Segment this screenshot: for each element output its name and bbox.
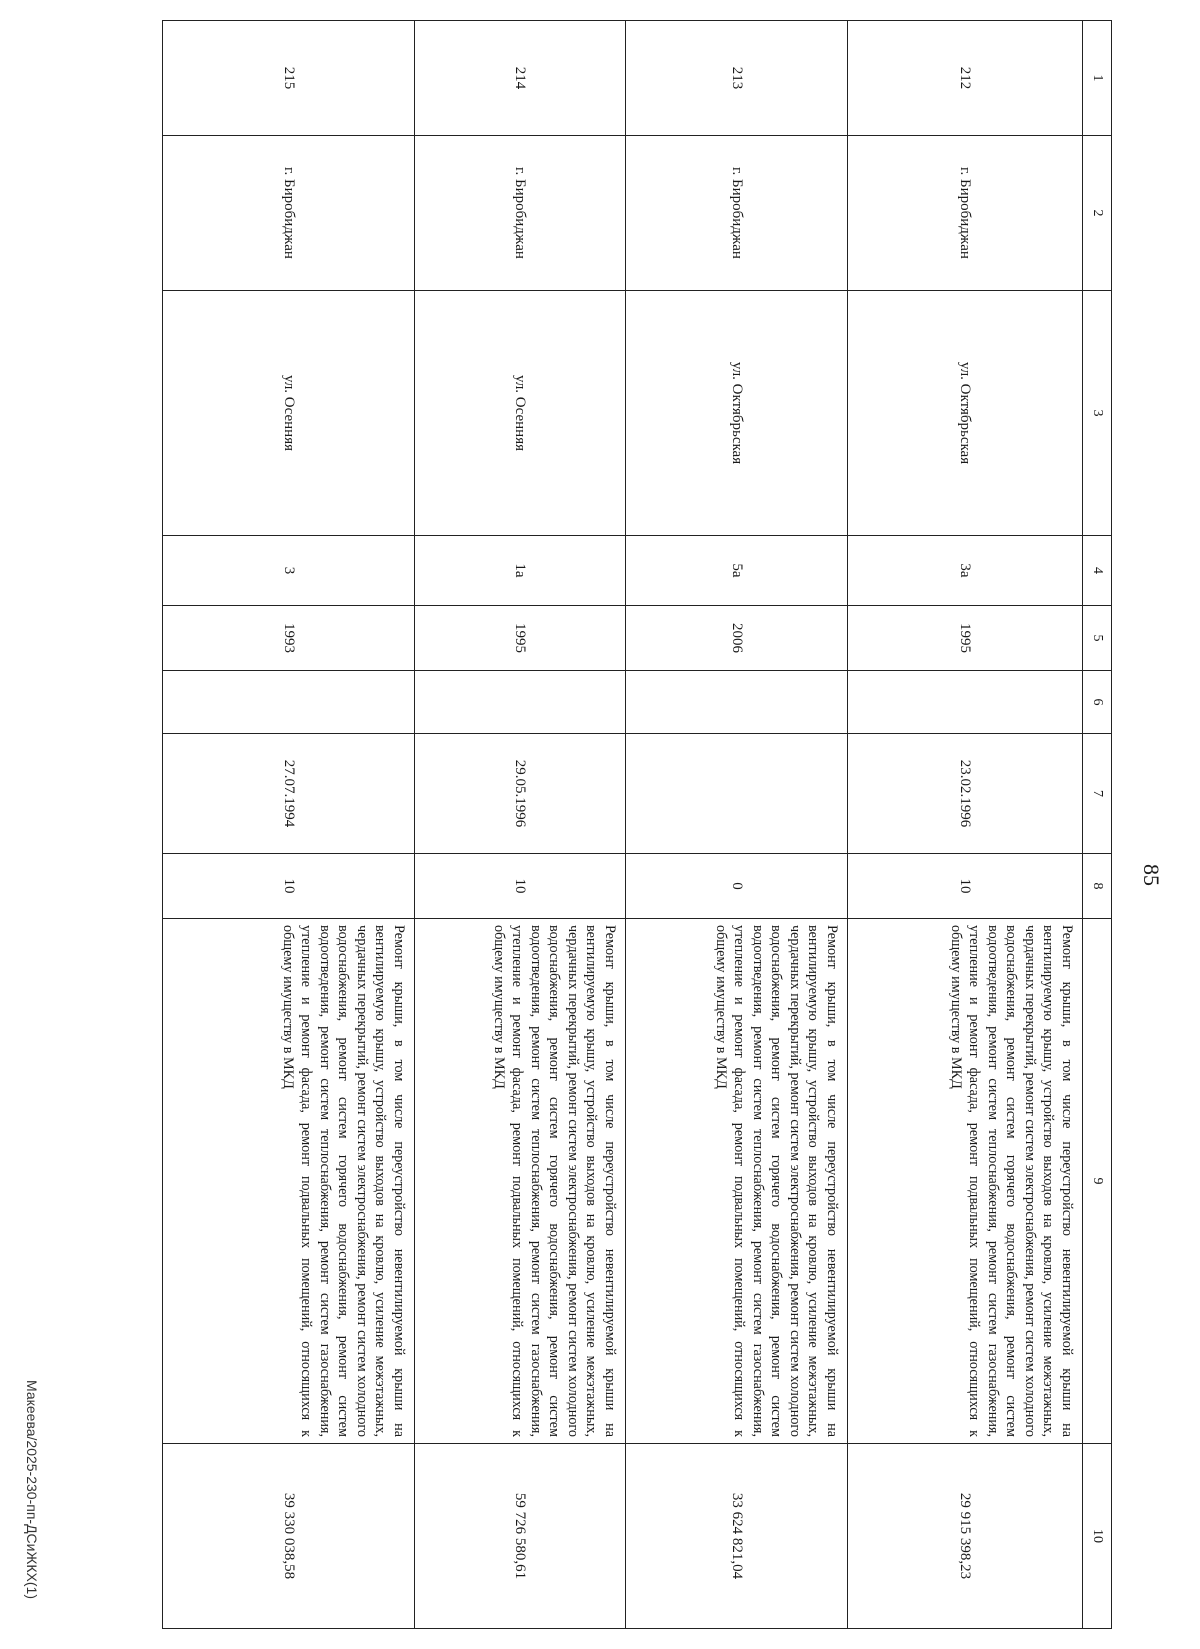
header-cell: 9 xyxy=(1083,919,1112,1444)
house-cell: 3а xyxy=(848,536,1083,606)
date-cell: 27.07.1994 xyxy=(163,734,415,854)
header-cell: 3 xyxy=(1083,291,1112,536)
table-row xyxy=(415,21,626,1629)
city-cell: г. Биробиджан xyxy=(626,136,848,291)
year-cell: 1993 xyxy=(163,606,415,671)
header-cell: 1 xyxy=(1083,21,1112,136)
row-number: 215 xyxy=(163,21,415,136)
header-cell: 6 xyxy=(1083,671,1112,734)
col6-cell xyxy=(163,671,415,734)
cost-cell: 39 330 038,58 xyxy=(163,1444,415,1629)
works-cell: Ремонт крыши, в том числе переустройство невентилируемой крыши на вентилируемую крышу, устройство выходов на кровлю, усиление межэтажных, чердачных перекрытий, ремонт систем электроснабжения, ремонт систем холодного водоснабжения, ремонт систем горячего водоснабжения, ремонт систем водоотведения, ремонт систем теплоснабжения, ремонт систем газоснабжения, утепление и ремонт фасада, ремонт подвальных помещений, относящихся к общему имуществу в МКД xyxy=(626,919,848,1444)
header-cell: 7 xyxy=(1083,734,1112,854)
row-number: 212 xyxy=(848,21,1083,136)
table-row xyxy=(848,21,1083,1629)
col8-cell: 10 xyxy=(415,854,626,919)
street-cell: ул. Осенняя xyxy=(163,291,415,536)
date-cell: 29.05.1996 xyxy=(415,734,626,854)
cost-cell: 33 624 821,04 xyxy=(626,1444,848,1629)
col6-cell xyxy=(848,671,1083,734)
date-cell xyxy=(626,734,848,854)
header-cell: 2 xyxy=(1083,136,1112,291)
header-cell: 5 xyxy=(1083,606,1112,671)
header-cell: 4 xyxy=(1083,536,1112,606)
col8-cell: 10 xyxy=(163,854,415,919)
street-cell: ул. Октябрьская xyxy=(848,291,1083,536)
repair-program-table xyxy=(162,20,1112,1629)
city-cell: г. Биробиджан xyxy=(415,136,626,291)
header-cell: 8 xyxy=(1083,854,1112,919)
house-cell: 1а xyxy=(415,536,626,606)
year-cell: 1995 xyxy=(415,606,626,671)
col8-cell: 0 xyxy=(626,854,848,919)
city-cell: г. Биробиджан xyxy=(163,136,415,291)
document-footer: Макеева/2025-230-пп-ДСиЖКХ(1) xyxy=(24,1380,40,1600)
works-cell: Ремонт крыши, в том числе переустройство невентилируемой крыши на вентилируемую крышу, устройство выходов на кровлю, усиление межэтажных, чердачных перекрытий, ремонт систем электроснабжения, ремонт систем холодного водоснабжения, ремонт систем горячего водоснабжения, ремонт систем водоотведения, ремонт систем теплоснабжения, ремонт систем газоснабжения, утепление и ремонт фасада, ремонт подвальных помещений, относящихся к общему имуществу в МКД xyxy=(163,919,415,1444)
table-row xyxy=(626,21,848,1629)
date-cell: 23.02.1996 xyxy=(848,734,1083,854)
city-cell: г. Биробиджан xyxy=(848,136,1083,291)
table-header-row xyxy=(1083,21,1112,1629)
street-cell: ул. Осенняя xyxy=(415,291,626,536)
col8-cell: 10 xyxy=(848,854,1083,919)
street-cell: ул. Октябрьская xyxy=(626,291,848,536)
header-cell: 10 xyxy=(1083,1444,1112,1629)
cost-cell: 29 915 398,23 xyxy=(848,1444,1083,1629)
year-cell: 1995 xyxy=(848,606,1083,671)
col6-cell xyxy=(415,671,626,734)
house-cell: 3 xyxy=(163,536,415,606)
page-number: 85 xyxy=(1139,864,1164,886)
col6-cell xyxy=(626,671,848,734)
cost-cell: 59 726 580,61 xyxy=(415,1444,626,1629)
year-cell: 2006 xyxy=(626,606,848,671)
table-row xyxy=(163,21,415,1629)
works-cell: Ремонт крыши, в том числе переустройство невентилируемой крыши на вентилируемую крышу, устройство выходов на кровлю, усиление межэтажных, чердачных перекрытий, ремонт систем электроснабжения, ремонт систем холодного водоснабжения, ремонт систем горячего водоснабжения, ремонт систем водоотведения, ремонт систем теплоснабжения, ремонт систем газоснабжения, утепление и ремонт фасада, ремонт подвальных помещений, относящихся к общему имуществу в МКД xyxy=(848,919,1083,1444)
works-cell: Ремонт крыши, в том числе переустройство невентилируемой крыши на вентилируемую крышу, устройство выходов на кровлю, усиление межэтажных, чердачных перекрытий, ремонт систем электроснабжения, ремонт систем холодного водоснабжения, ремонт систем горячего водоснабжения, ремонт систем водоотведения, ремонт систем теплоснабжения, ремонт систем газоснабжения, утепление и ремонт фасада, ремонт подвальных помещений, относящихся к общему имуществу в МКД xyxy=(415,919,626,1444)
row-number: 214 xyxy=(415,21,626,136)
row-number: 213 xyxy=(626,21,848,136)
house-cell: 5а xyxy=(626,536,848,606)
